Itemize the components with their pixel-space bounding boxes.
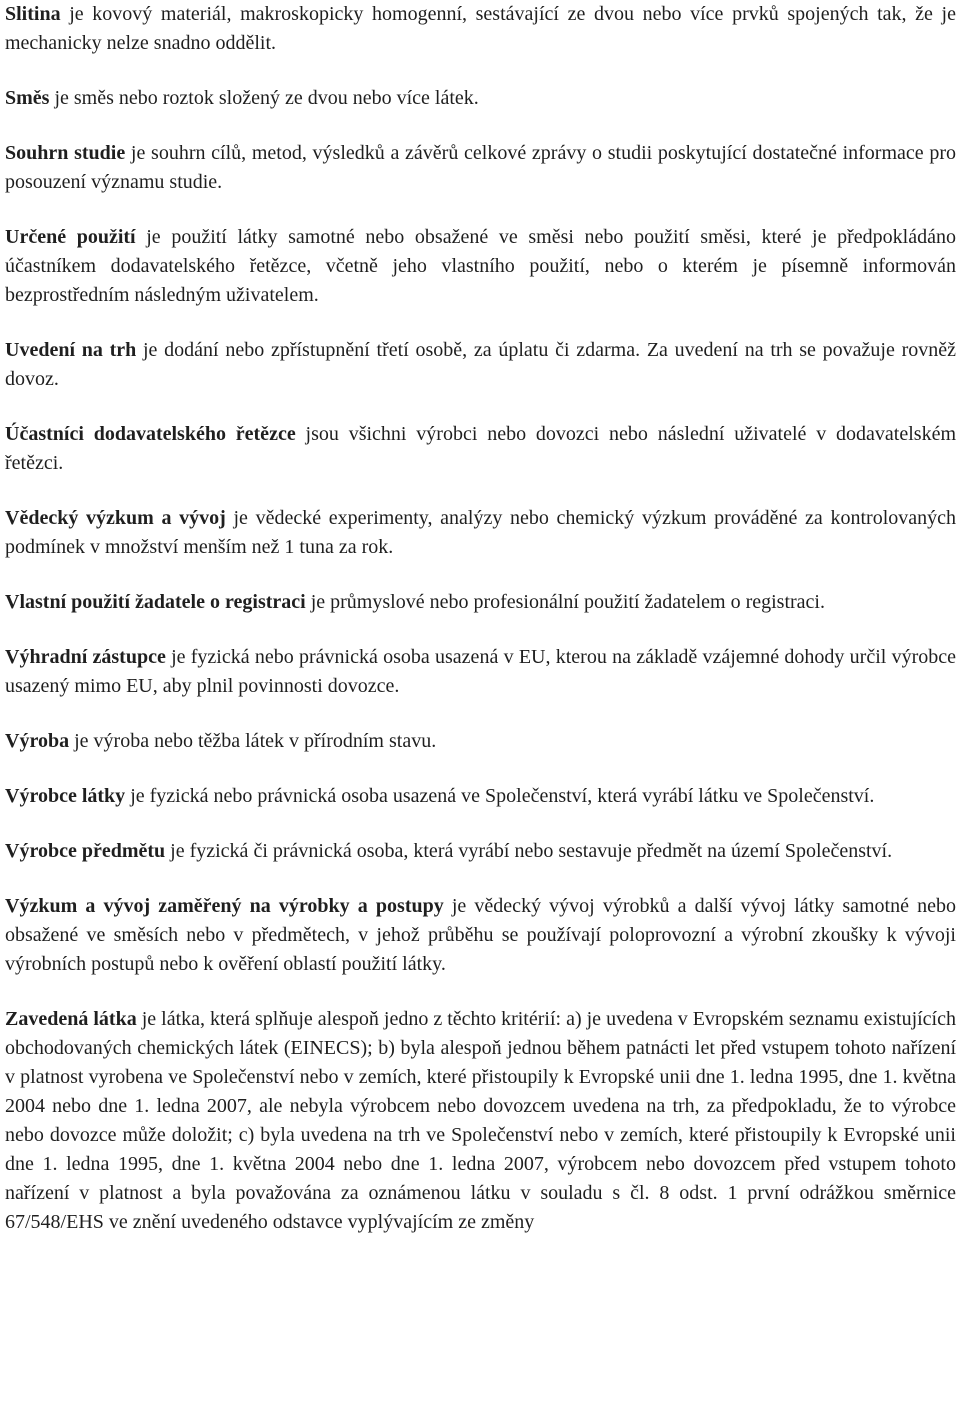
definition-text: je fyzická či právnická osoba, která vyrábí nebo sestavuje předmět na území Společenství. <box>165 840 893 862</box>
definition-text: je kovový materiál, makroskopicky homogenní, sestávající ze dvou nebo více prvků spojených tak, že je mechanicky nelze snadno oddělit. <box>5 3 956 54</box>
definition-vlastni-pouziti <box>5 588 956 617</box>
definition-souhrn-studie <box>5 139 956 197</box>
definition-slitina <box>5 0 956 58</box>
definition-term: Souhrn studie <box>5 142 126 164</box>
definition-uvedeni-na-trh <box>5 336 956 394</box>
definition-smes <box>5 84 956 113</box>
definition-text: je výroba nebo těžba látek v přírodním stavu. <box>69 730 437 752</box>
definition-vedecky-vyzkum <box>5 504 956 562</box>
definition-term: Určené použití <box>5 226 136 248</box>
definition-term: Výrobce látky <box>5 785 126 807</box>
definition-term: Vědecký výzkum a vývoj <box>5 507 226 529</box>
definition-vyhradni-zastupce <box>5 643 956 701</box>
definition-text: je vědecký vývoj výrobků a další vývoj látky samotné nebo obsažené ve směsích nebo v předmětech, v jehož průběhu se používají poloprovozní a výrobní zkoušky k vývoji výrobních postupů nebo k ověření oblastí použití látky. <box>5 895 956 975</box>
definition-text: je souhrn cílů, metod, výsledků a závěrů celkové zprávy o studii poskytující dostatečné informace pro posouzení významu studie. <box>5 142 957 193</box>
definition-term: Výhradní zástupce <box>5 646 166 668</box>
definition-term: Směs <box>5 87 50 109</box>
definition-vyzkum-a-vyvoj <box>5 892 956 979</box>
document-page <box>5 0 956 1237</box>
definition-text: je fyzická nebo právnická osoba usazená ve Společenství, která vyrábí látku ve Společenství. <box>125 785 875 807</box>
definition-text: je použití látky samotné nebo obsažené ve směsi nebo použití směsi, které je předpokládáno účastníkem dodavatelského řetězce, včetně jeho vlastního použití, nebo o kterém je písemně informován bezprostředním následným uživatelem. <box>5 226 956 306</box>
definition-term: Výrobce předmětu <box>5 840 166 862</box>
definition-text: jsou všichni výrobci nebo dovozci nebo následní uživatelé v dodavatelském řetězci. <box>5 423 957 474</box>
definition-text: je průmyslové nebo profesionální použití žadatelem o registraci. <box>305 591 825 613</box>
definition-ucastnici <box>5 420 956 478</box>
definition-term: Vlastní použití žadatele o registraci <box>5 591 306 613</box>
definition-term: Zavedená látka <box>5 1008 137 1030</box>
definition-urcene-pouziti <box>5 223 956 310</box>
definition-term: Výroba <box>5 730 70 752</box>
definition-term: Uvedení na trh <box>5 339 137 361</box>
definition-vyroba <box>5 727 956 756</box>
definition-term: Slitina <box>5 3 61 25</box>
definition-text: je směs nebo roztok složený ze dvou nebo více látek. <box>49 87 479 109</box>
definition-vyrobce-latky <box>5 782 956 811</box>
definition-text: je fyzická nebo právnická osoba usazená v EU, kterou na základě vzájemné dohody určil výrobce usazený mimo EU, aby plnil povinnosti dovozce. <box>5 646 956 697</box>
definition-text: je látka, která splňuje alespoň jedno z těchto kritérií: a) je uvedena v Evropském seznamu existujících obchodovaných chemických látek (EINECS); b) byla alespoň jednou během patnácti let před vstupem tohoto nařízení v platnost vyrobena ve Společenství nebo v zemích, které přistoupily k Evropské unii dne 1. ledna 1995, dne 1. května 2004 nebo dne 1. ledna 2007, ale nebyla výrobcem nebo dovozcem uvedena na trh, za předpokladu, že to výrobce nebo dovozce může doložit; c) byla uvedena na trh ve Společenství nebo v zemích, které přistoupily k Evropské unii dne 1. ledna 1995, dne 1. května 2004 nebo dne 1. ledna 2007, výrobcem nebo dovozcem před vstupem tohoto nařízení v platnost a byla považována za oznámenou látku v souladu s čl. 8 odst. 1 první odrážkou směrnice 67/548/EHS ve znění uvedeného odstavce vyplývajícím ze změny <box>5 1008 956 1233</box>
definition-text: je vědecké experimenty, analýzy nebo chemický výzkum prováděné za kontrolovaných podmínek v množství menším než 1 tuna za rok. <box>5 507 957 558</box>
definition-vyrobce-predmetu <box>5 837 956 866</box>
definition-term: Výzkum a vývoj zaměřený na výrobky a postupy <box>5 895 444 917</box>
definition-zavedena-latka <box>5 1005 956 1237</box>
definition-text: je dodání nebo zpřístupnění třetí osobě, za úplatu či zdarma. Za uvedení na trh se považuje rovněž dovoz. <box>5 339 956 390</box>
definition-term: Účastníci dodavatelského řetězce <box>5 423 296 445</box>
